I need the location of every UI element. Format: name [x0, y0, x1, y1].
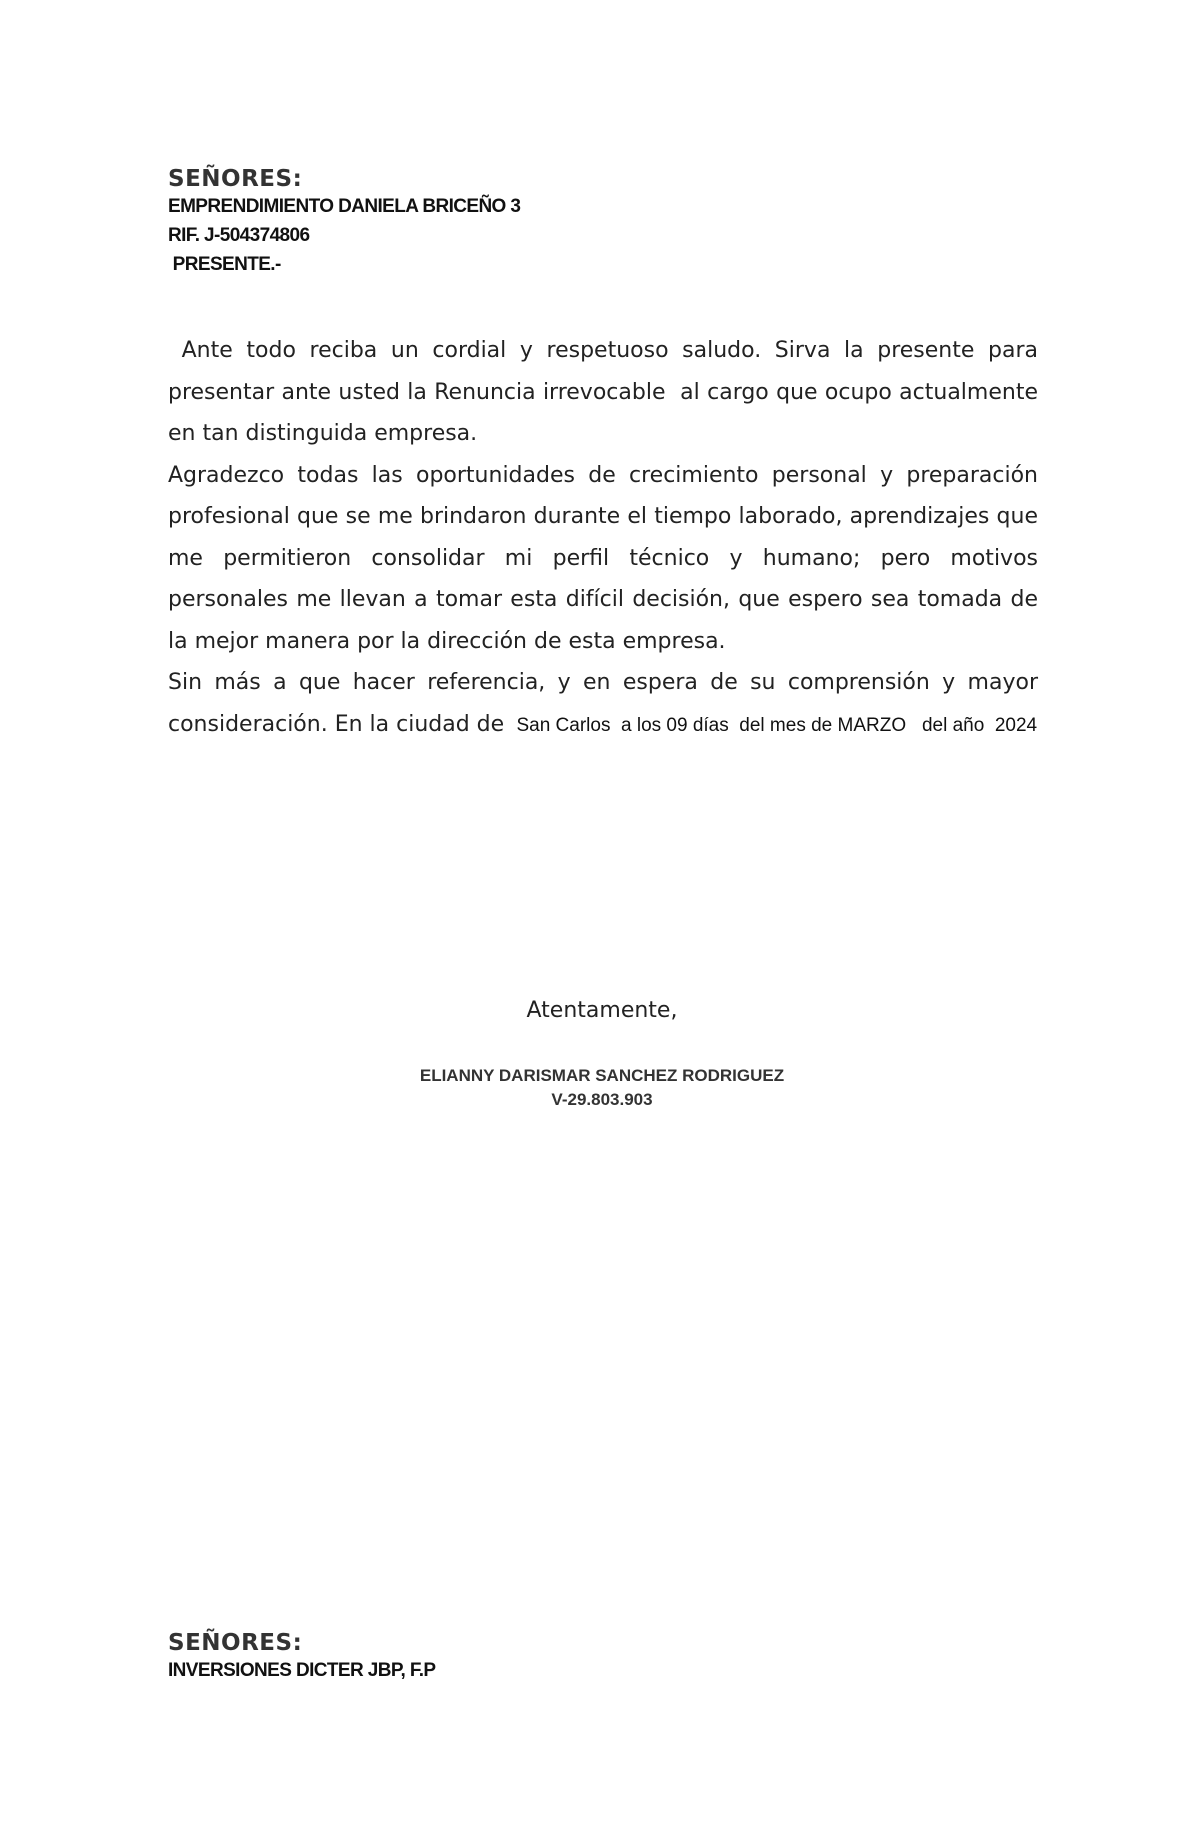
signer-name: ELIANNY DARISMAR SANCHEZ RODRIGUEZ — [419, 1066, 785, 1085]
body-city-date: San Carlos a los 09 días del mes de MARZO del año 2024 — [511, 714, 1038, 736]
letter-body — [168, 330, 1045, 746]
closing-salutation: Atentamente, — [526, 998, 678, 1023]
signer-id: V-29.803.903 — [551, 1090, 653, 1109]
body-paragraph-2: Agradezco todas las oportunidades de crecimiento personal y preparación profesional que se me brindaron durante el tiempo laborado, aprendizajes que me permitieron consolidar mi perfil técnico y humano; pero motivos personales me llevan a tomar esta difícil decisión, que espero sea tomada de la mejor manera por la dirección de esta empresa. — [168, 462, 1038, 654]
recipient2-heading: SEÑORES: — [168, 1630, 303, 1656]
recipient-heading: SEÑORES: — [168, 166, 303, 192]
body-paragraph-3 — [168, 662, 1038, 746]
recipient2-company: INVERSIONES DICTER JBP, F.P — [168, 1660, 436, 1681]
body-paragraph-1: Ante todo reciba un cordial y respetuoso saludo. Sirva la presente para presentar ante usted la Renuncia irrevocable al cargo que ocupo actualmente en tan distinguida empresa. — [168, 338, 1045, 446]
body-paragraph-3-text: Sin más a que hacer referencia, y en espera de su comprensión y mayor consideración. En la ciudad de — [168, 670, 1038, 737]
recipient-rif: RIF. J-504374806 — [168, 225, 310, 246]
recipient-presente: PRESENTE.- — [168, 254, 281, 275]
recipient-company: EMPRENDIMIENTO DANIELA BRICEÑO 3 — [168, 196, 521, 217]
